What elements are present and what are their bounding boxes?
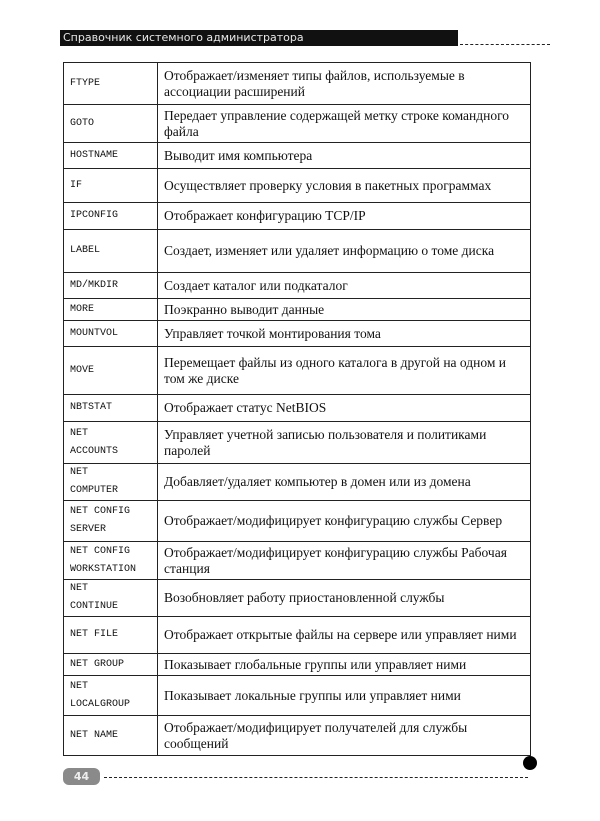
description-cell: Отображает/модифицирует получателей для службы сообщений xyxy=(158,716,531,756)
command-cell xyxy=(64,676,158,716)
description-cell: Перемещает файлы из одного каталога в другой на одном и том же диске xyxy=(158,347,531,395)
description-cell: Осуществляет проверку условия в пакетных программах xyxy=(158,169,531,203)
command-cell xyxy=(64,347,158,395)
table-row xyxy=(64,169,531,203)
command-name: NBTSTAT xyxy=(70,402,113,413)
page-number: 44 xyxy=(63,768,100,785)
header-divider xyxy=(460,44,550,45)
description-cell: Показывает глобальные группы или управляет ними xyxy=(158,654,531,676)
command-cell xyxy=(64,143,158,169)
command-name: CONTINUE xyxy=(70,601,119,612)
command-name: LOCALGROUP xyxy=(70,698,131,710)
table-row xyxy=(64,395,531,422)
description-cell: Создает, изменяет или удаляет информацию о томе диска xyxy=(158,230,531,273)
command-name: WORKSTATION xyxy=(70,563,137,575)
description-cell: Отображает/модифицирует конфигурацию службы Рабочая станция xyxy=(158,542,531,580)
table-row xyxy=(64,542,531,580)
command-cell xyxy=(64,203,158,230)
description-cell: Показывает локальные группы или управляет ними xyxy=(158,676,531,716)
description-cell: Отображает/модифицирует конфигурацию службы Сервер xyxy=(158,501,531,542)
command-name: MD/MKDIR xyxy=(70,279,119,291)
command-name: ACCOUNTS xyxy=(70,445,119,457)
description-cell: Выводит имя компьютера xyxy=(158,143,531,169)
footer-divider xyxy=(104,777,528,778)
description-cell: Возобновляет работу приостановленной службы xyxy=(158,580,531,617)
description-cell: Отображает конфигурацию TCP/IP xyxy=(158,203,531,230)
command-cell xyxy=(64,395,158,422)
command-cell xyxy=(64,716,158,756)
command-cell xyxy=(64,422,158,464)
description-cell: Отображает открытые файлы на сервере или управляет ними xyxy=(158,617,531,654)
description-cell: Отображает статус NetBIOS xyxy=(158,395,531,422)
table-row xyxy=(64,617,531,654)
command-cell xyxy=(64,105,158,143)
command-name: NET NAME xyxy=(70,729,119,741)
description-cell: Передает управление содержащей метку строке командного файла xyxy=(158,105,531,143)
description-cell: Отображает/изменяет типы файлов, используемые в ассоциации расширений xyxy=(158,63,531,105)
table-row xyxy=(64,321,531,347)
table-row xyxy=(64,230,531,273)
command-name: NET GROUP xyxy=(70,658,125,670)
command-name: NET xyxy=(70,583,89,594)
table-row xyxy=(64,422,531,464)
command-name: NET xyxy=(70,427,89,439)
command-cell xyxy=(64,321,158,347)
description-cell: Создает каталог или подкаталог xyxy=(158,273,531,299)
table-row xyxy=(64,654,531,676)
command-name: SERVER xyxy=(70,524,107,535)
command-name: MOVE xyxy=(70,364,95,376)
description-cell: Добавляет/удаляет компьютер в домен или из домена xyxy=(158,464,531,501)
footer-dot-ornament xyxy=(523,756,537,770)
table-row xyxy=(64,273,531,299)
table-row xyxy=(64,501,531,542)
table-row xyxy=(64,580,531,617)
command-name: HOSTNAME xyxy=(70,149,119,161)
command-cell xyxy=(64,501,158,542)
command-name: NET CONFIG xyxy=(70,545,131,557)
command-name: IF xyxy=(70,179,83,191)
table-row xyxy=(64,105,531,143)
table-row xyxy=(64,716,531,756)
running-header: Справочник системного администратора xyxy=(60,30,458,46)
command-cell xyxy=(64,617,158,654)
command-cell xyxy=(64,299,158,321)
command-cell xyxy=(64,63,158,105)
table-row xyxy=(64,143,531,169)
command-cell xyxy=(64,654,158,676)
command-cell xyxy=(64,580,158,617)
command-name: MOUNTVOL xyxy=(70,327,119,339)
command-name: LABEL xyxy=(70,245,101,256)
command-cell xyxy=(64,169,158,203)
table-row xyxy=(64,299,531,321)
command-cell xyxy=(64,542,158,580)
description-cell: Управляет точкой монтирования тома xyxy=(158,321,531,347)
table-row xyxy=(64,347,531,395)
table-row xyxy=(64,464,531,501)
command-cell xyxy=(64,273,158,299)
command-name: FTYPE xyxy=(70,77,101,89)
description-cell: Управляет учетной записью пользователя и политиками паролей xyxy=(158,422,531,464)
table-row xyxy=(64,63,531,105)
table-row xyxy=(64,203,531,230)
command-name: MORE xyxy=(70,303,95,315)
command-name: GOTO xyxy=(70,117,95,129)
command-name: COMPUTER xyxy=(70,485,119,496)
table-row xyxy=(64,676,531,716)
command-name: NET xyxy=(70,680,89,692)
command-cell xyxy=(64,464,158,501)
command-name: NET xyxy=(70,467,89,478)
description-cell: Поэкранно выводит данные xyxy=(158,299,531,321)
command-name: NET CONFIG xyxy=(70,506,131,517)
command-name: NET FILE xyxy=(70,629,119,640)
command-name: IPCONFIG xyxy=(70,210,119,221)
commands-table xyxy=(63,62,531,756)
command-cell xyxy=(64,230,158,273)
